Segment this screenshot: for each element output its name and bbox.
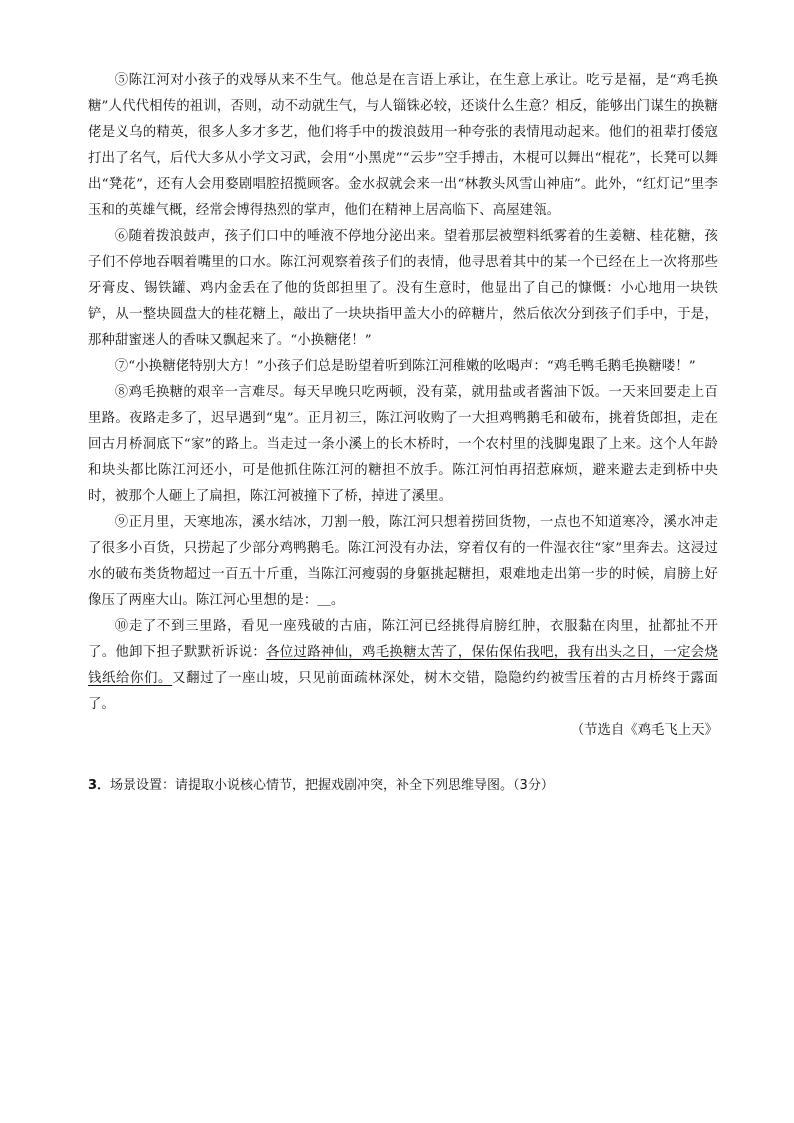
reading-passage [88,68,718,744]
paragraph-10-end: 又翻过了一座山坡，只见前面疏林深处，树木交错，隐隐约约被雪压着的古月桥终于露面了。 [88,671,718,712]
paragraph-7: ⑦“小换糖佬特别大方！”小孩子们总是盼望着听到陈江河稚嫩的吆喝声：“鸡毛鸭毛鹅毛换糖喽！” [114,359,696,374]
source-citation: （节选自《鸡毛飞上天》 [570,723,718,738]
paragraph-9: ⑨正月里，天寒地冻，溪水结冰，刀割一般，陈江河只想着捞回货物，一点也不知道寒冷，溪水冲走了很多小百货，只捞起了少部分鸡鸭鹅毛。陈江河没有办法，穿着仅有的一件湿衣往“家”里奔去。这浸过水的破布类货物超过一百五十斤重，当陈江河瘦弱的身躯挑起糖担，艰难地走出第一步的时候，肩膀上好像压了两座大山。陈江河心里想的是：＿。 [88,515,718,608]
paragraph-5: ⑤陈江河对小孩子的戏辱从来不生气。他总是在言语上承让，在生意上承让。吃亏是福，是“鸡毛换糖”人代代相传的祖训，否则，动不动就生气，与人锱铢必较，还谈什么生意？相反，能够出门谋生的换糖佬是义乌的精英，很多人多才多艺，他们将手中的拨浪鼓用一种夸张的表情甩动起来。他们的祖辈打倭寇打出了名气，后代大多从小学文习武，会用“小黑虎”“云步”空手搏击，木棍可以舞出“棍花”，长凳可以舞出“凳花”，还有人会用婺剧唱腔招揽顾客。金水叔就会来一出“林教头风雪山神庙”。此外，“红灯记”里李玉和的英雄气概，经常会博得热烈的掌声，他们在精神上居高临下、高屋建瓴。 [88,73,718,218]
question-3 [88,776,718,796]
paragraph-8: ⑧鸡毛换糖的艰辛一言难尽。每天早晚只吃两顿，没有菜，就用盐或者酱油下饭。一天来回要走上百里路。夜路走多了，迟早遇到“鬼”。正月初三，陈江河收购了一大担鸡鸭鹅毛和破布，挑着货郎担，走在回古月桥洞底下“家”的路上。当走过一条小溪上的长木桥时，一个农村里的浅脚鬼跟了上来。这个人年龄和块头都比陈江河还小，可是他抓住陈江河的糖担不放手。陈江河怕再招惹麻烦，避来避去走到桥中央时，被那个人砸上了扁担，陈江河被撞下了桥，掉进了溪里。 [88,385,718,504]
underlined-prayer: 各位过路神仙，鸡毛换糖太苦了，保佑保佑我吧，我有出头之日，一定会烧钱纸给你们。 [88,645,718,686]
paragraph-10 [88,614,718,718]
paragraph-10-start: ⑩走了不到三里路，看见一座残破的古庙，陈江河已经挑得肩膀红肿，衣服黏在肉里，扯都扯不开了。他卸下担子默默祈诉说： [88,619,718,660]
question-number: 3． [88,778,111,793]
question-text: 场景设置：请提取小说核心情节，把握戏剧冲突，补全下列思维导图。（3分） [110,778,554,793]
paragraph-6: ⑥随着拨浪鼓声，孩子们口中的唾液不停地分泌出来。望着那层被塑料纸雾着的生姜糖、桂花糖，孩子们不停地吞咽着嘴里的口水。陈江河观察着孩子们的表情，他寻思着其中的某一个已经在上一次将那些牙膏皮、锡铁罐、鸡内金丢在了他的货郎担里了。没有生意时，他显出了自己的慷慨：小心地用一块铁铲，从一整块圆盘大的桂花糖上，敲出了一块块指甲盖大小的碎糖片，然后依次分到孩子们手中，于是，那种甜蜜迷人的香味又飘起来了。“小换糖佬！” [88,229,718,348]
